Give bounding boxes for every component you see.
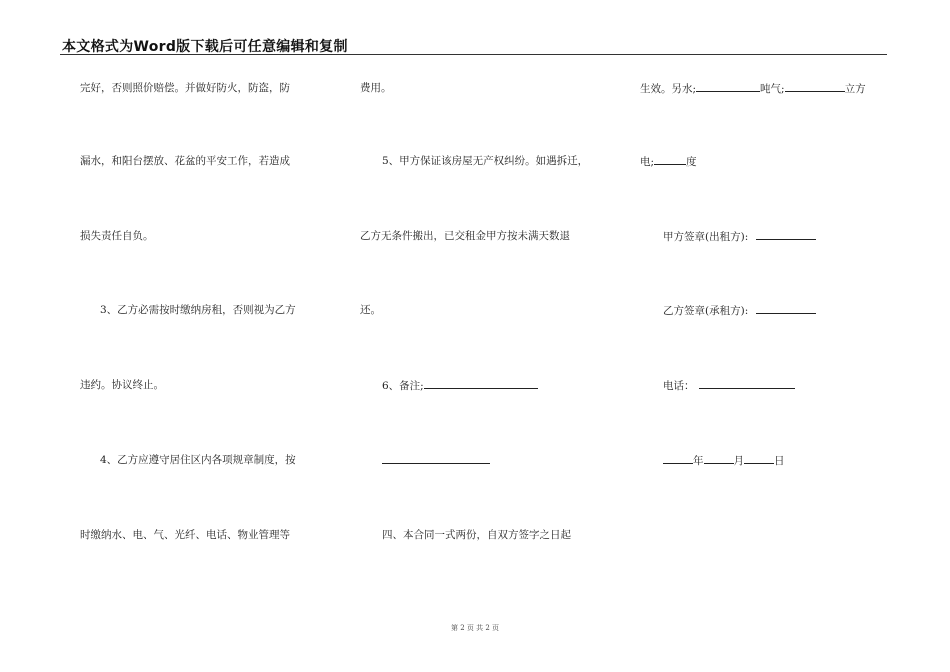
middle-line-3: 乙方无条件搬出，已交租金甲方按未满天数退	[360, 230, 570, 242]
left-line-1: 完好，否则照价赔偿。并做好防火，防盗，防	[80, 82, 290, 94]
phone-line	[663, 378, 795, 393]
water-label: 生效。另水;	[640, 83, 697, 95]
year-blank[interactable]	[663, 453, 693, 464]
left-line-5: 违约。协议终止。	[80, 379, 164, 391]
electricity-label: 电;	[640, 156, 655, 168]
remarks-line	[382, 378, 538, 393]
left-line-6: 4、乙方应遵守居住区内各项规章制度，按	[100, 454, 296, 466]
middle-line-1: 费用。	[360, 82, 392, 94]
tenant-signature-label: 乙方签章(承租方):	[663, 305, 749, 317]
remarks-continuation-line	[382, 453, 490, 468]
middle-line-4: 还。	[360, 304, 381, 316]
electricity-line	[640, 154, 697, 169]
landlord-signature-label: 甲方签章(出租方):	[663, 231, 749, 243]
date-line	[663, 453, 785, 468]
header-divider	[60, 54, 887, 55]
remarks-label: 6、备注;	[382, 380, 424, 392]
day-label: 日	[774, 455, 785, 467]
remarks-blank[interactable]	[424, 378, 538, 389]
left-line-7: 时缴纳水、电、气、光纤、电话、物业管理等	[80, 529, 290, 541]
landlord-signature-line	[663, 229, 816, 244]
gas-blank[interactable]	[785, 81, 845, 92]
tenant-signature-blank[interactable]	[756, 303, 816, 314]
month-blank[interactable]	[704, 453, 734, 464]
remarks-blank-2[interactable]	[382, 453, 490, 464]
tenant-signature-line	[663, 303, 816, 318]
water-blank[interactable]	[696, 81, 760, 92]
utilities-line	[640, 81, 866, 96]
middle-line-2: 5、甲方保证该房屋无产权纠纷。如遇拆迁，	[382, 155, 589, 167]
middle-line-7: 四、本合同一式两份，自双方签字之日起	[382, 529, 571, 541]
gas-label: 吨气;	[760, 83, 785, 95]
kwh-label: 度	[686, 156, 697, 168]
electricity-blank[interactable]	[654, 154, 686, 165]
phone-blank[interactable]	[699, 378, 795, 389]
left-line-4: 3、乙方必需按时缴纳房租，否则视为乙方	[100, 304, 296, 316]
left-line-3: 损失责任自负。	[80, 230, 154, 242]
document-header-title: 本文格式为Word版下载后可任意编辑和复制	[62, 39, 348, 55]
month-label: 月	[733, 455, 744, 467]
year-label: 年	[693, 455, 704, 467]
day-blank[interactable]	[744, 453, 774, 464]
cubic-meter-label: 立方	[844, 83, 866, 95]
landlord-signature-blank[interactable]	[756, 229, 816, 240]
page-number-footer: 第 2 页 共 2 页	[450, 624, 500, 632]
phone-label: 电话：	[663, 380, 695, 392]
left-line-2: 漏水，和阳台摆放、花盆的平安工作，若造成	[80, 155, 290, 167]
